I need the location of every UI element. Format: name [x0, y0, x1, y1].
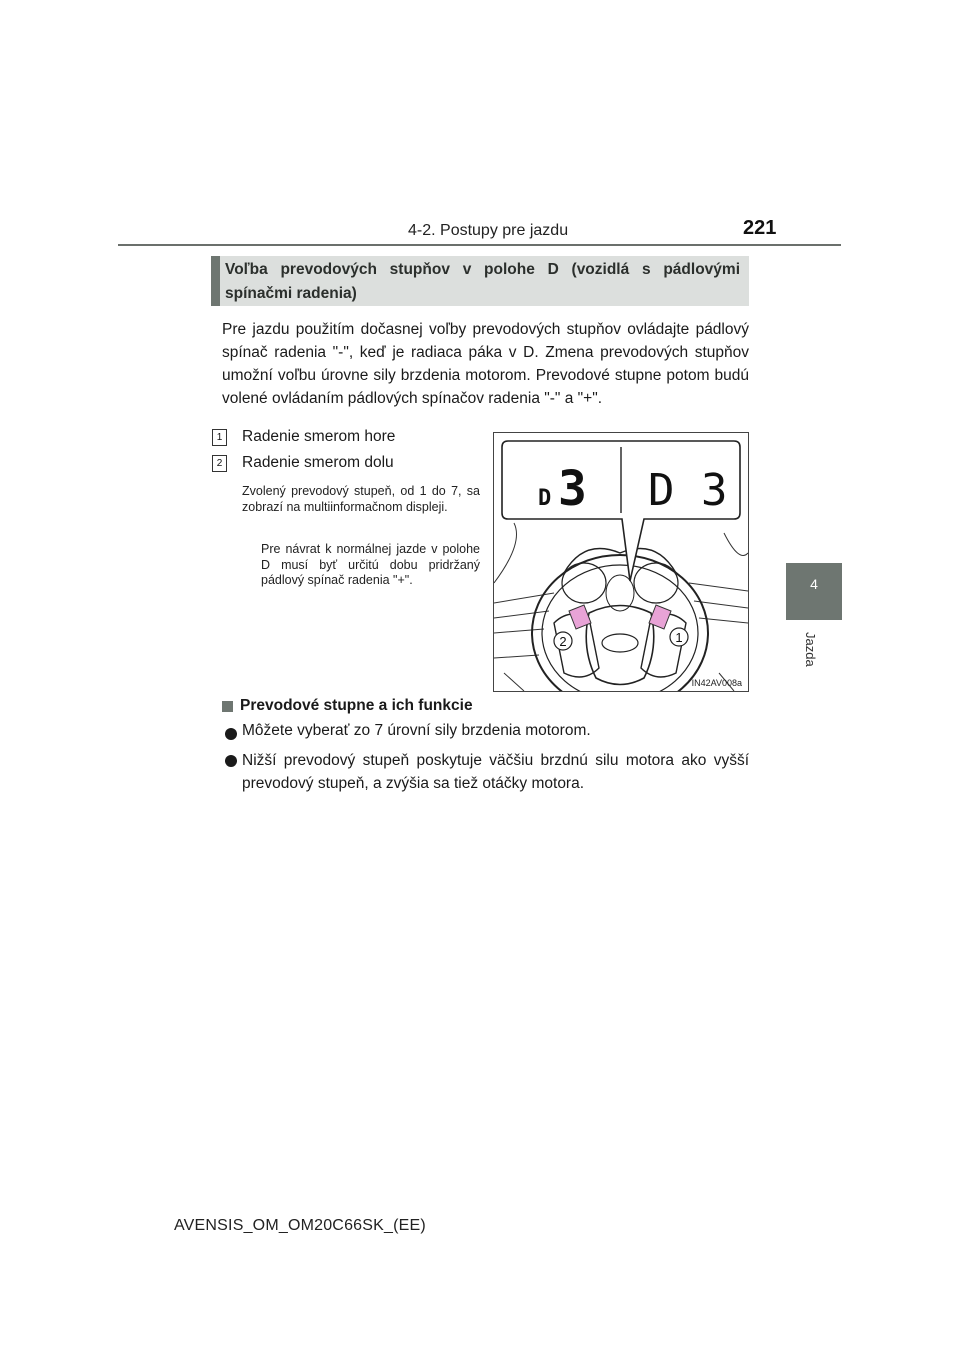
paddle-minus-icon	[569, 605, 591, 629]
bullet-dot-icon	[225, 755, 237, 767]
illustration-svg	[494, 433, 748, 691]
footer-doc-code: AVENSIS_OM_OM20C66SK_(EE)	[174, 1217, 426, 1234]
item-text-2: Radenie smerom dolu	[242, 454, 394, 471]
note-display: Zvolený prevodový stupeň, od 1 do 7, sa zobrazí na multiinformačnom displeji.	[242, 484, 480, 514]
dashboard-lines	[494, 523, 748, 691]
paddle-plus-icon	[649, 605, 671, 629]
header-rule	[118, 244, 841, 246]
intro-paragraph: Pre jazdu použitím dočasnej voľby prevodových stupňov ovládajte pádlový spínač radenia "-", keď je radiaca páka v D. Zmena prevodových stupňov umožní voľbu úrovne sily brzdenia motorom. Prevodové stupne potom budú volené ovládaním pádlových spínačov radenia "-" a "+".	[222, 321, 749, 407]
chapter-number: 4	[810, 576, 818, 592]
display-left-small: D	[538, 486, 552, 511]
callout-2-label: 2	[559, 634, 567, 649]
bullet-item-2: Nižší prevodový stupeň poskytuje väčšiu brzdnú silu motora ako vyšší prevodový stupeň, a zvýšia sa tiež otáčky motora.	[242, 752, 749, 792]
subsection-square-icon	[222, 701, 233, 712]
steering-wheel-illustration	[493, 432, 749, 692]
display-left-big: 3	[558, 461, 587, 517]
running-header-section: 4-2. Postupy pre jazdu	[408, 222, 569, 239]
page-number: 221	[743, 217, 777, 239]
callout-1-label: 1	[675, 630, 683, 645]
item-number-1: 1	[212, 429, 227, 446]
illustration-code: IN42AV008a	[691, 678, 742, 688]
steering-wheel	[532, 549, 708, 692]
chapter-label: Jazda	[803, 632, 818, 667]
subsection-title: Prevodové stupne a ich funkcie	[240, 697, 473, 714]
bullet-item-1: Môžete vyberať zo 7 úrovní sily brzdenia motorom.	[242, 722, 591, 739]
section-heading: Voľba prevodových stupňov v polohe D (vozidlá s pádlovými spínačmi radenia)	[225, 261, 740, 302]
bullet-dot-icon	[225, 728, 237, 740]
note-return-normal: Pre návrat k normálnej jazde v polohe D musí byť určitú dobu pridržaný pádlový spínač radenia "+".	[261, 542, 480, 587]
item-number-2: 2	[212, 455, 227, 472]
display-right: D 3	[648, 465, 728, 516]
item-text-1: Radenie smerom hore	[242, 428, 396, 445]
